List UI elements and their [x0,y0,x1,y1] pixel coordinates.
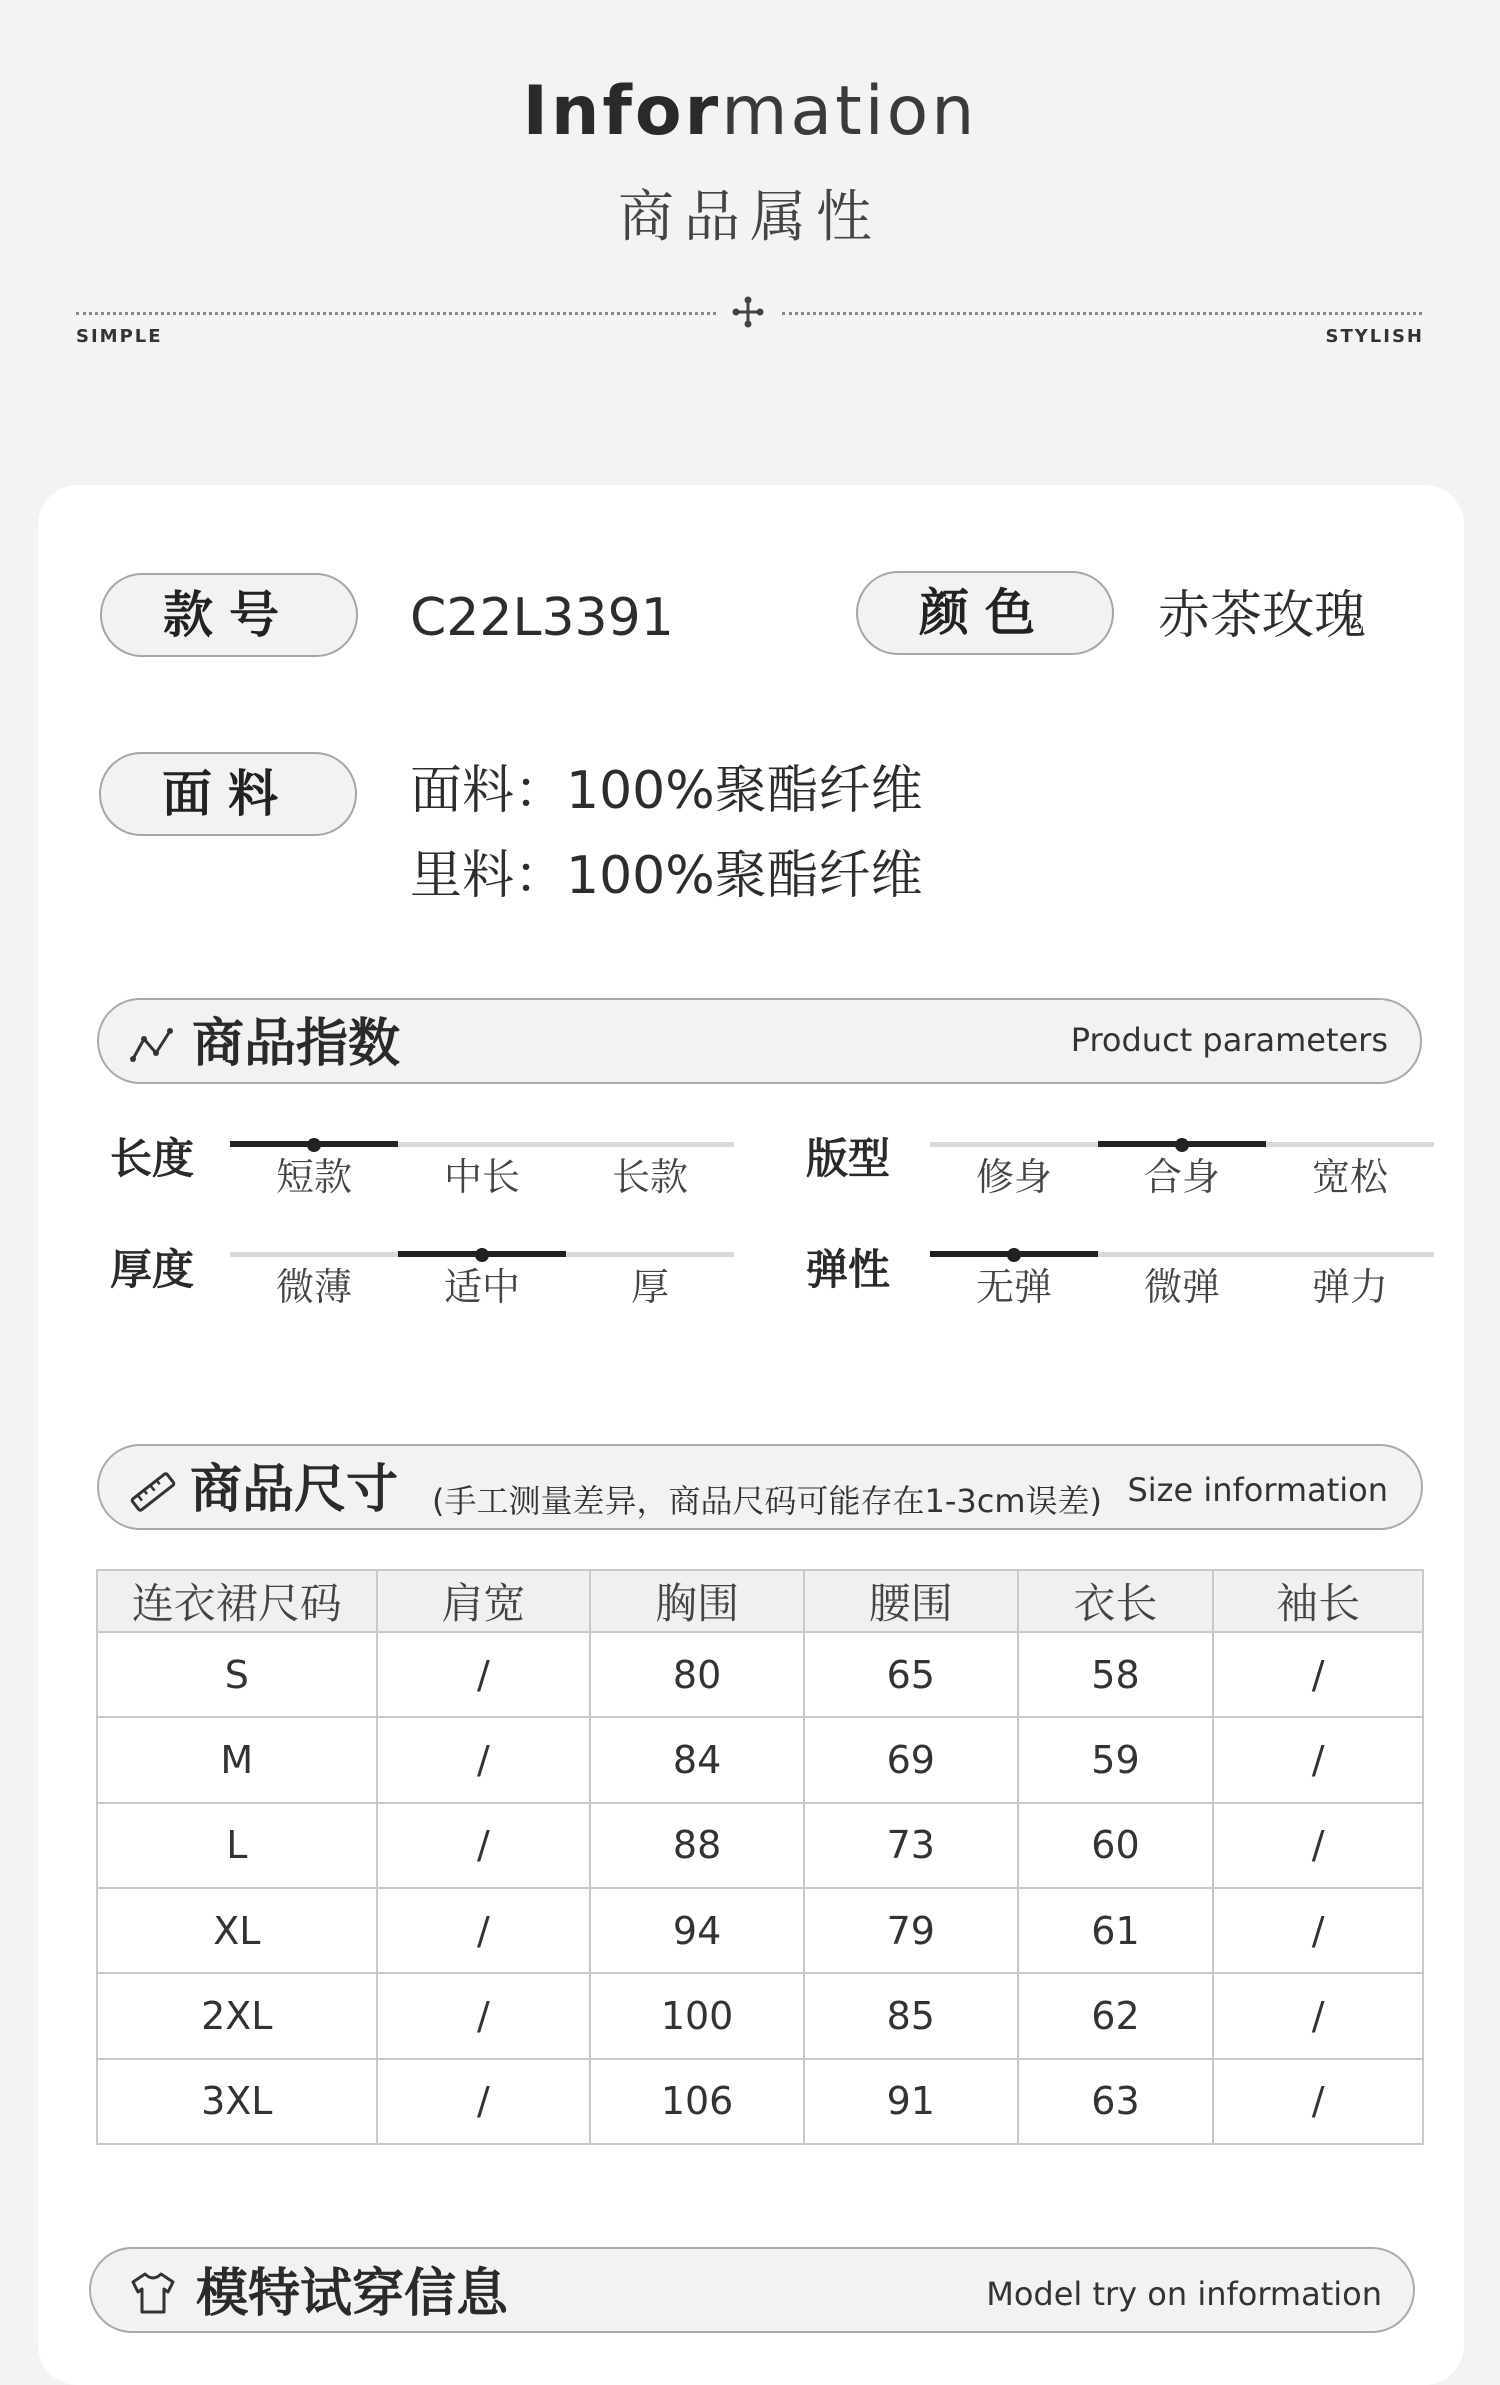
size-cell: 106 [590,2059,804,2144]
size-cell: 85 [804,1973,1018,2058]
param-selected-dot [307,1138,321,1152]
table-row [97,2059,1423,2144]
color-label: 颜色 [856,571,1114,655]
param-label-thickness: 厚度 [110,1245,195,1294]
param-option: 中长 [443,1155,520,1199]
size-cell: / [1213,1888,1423,1973]
table-row [97,1973,1423,2058]
param-option: 长款 [611,1155,688,1199]
param-label-length: 长度 [110,1134,195,1183]
ornament-icon [728,294,768,330]
param-option: 弹力 [1311,1265,1388,1309]
title-bold-part: Infor [522,72,722,151]
size-cell: 79 [804,1888,1018,1973]
size-cell: / [377,1803,591,1888]
size-cell: / [1213,1632,1423,1717]
param-option: 无弹 [975,1265,1052,1309]
param-option: 短款 [275,1155,352,1199]
size-cell: 69 [804,1717,1018,1802]
page-title [0,72,1500,151]
size-cell: 59 [1018,1717,1214,1802]
param-option: 合身 [1143,1155,1220,1199]
page-subtitle: 商品属性 [618,185,882,250]
size-column-header: 袖长 [1213,1570,1423,1632]
size-cell: 65 [804,1632,1018,1717]
size-table [96,1569,1424,2145]
param-label-elasticity: 弹性 [806,1245,891,1294]
color-value: 赤茶玫瑰 [1158,586,1367,646]
size-cell: 94 [590,1888,804,1973]
fabric-outer-value: 面料：100%聚酯纤维 [410,761,923,821]
param-option: 适中 [443,1265,520,1309]
size-cell: / [1213,1803,1423,1888]
size-title: 商品尺寸 [190,1460,399,1520]
param-option: 微弹 [1143,1265,1220,1309]
params-english: Product parameters [1070,1021,1388,1059]
size-cell: / [1213,2059,1423,2144]
size-cell: 61 [1018,1888,1214,1973]
size-note: (手工测量差异，商品尺码可能存在1-3cm误差) [432,1482,1103,1520]
size-column-header: 连衣裙尺码 [97,1570,377,1632]
size-cell: 91 [804,2059,1018,2144]
param-selected-dot [1175,1138,1189,1152]
size-cell: XL [97,1888,377,1973]
size-cell: / [377,1632,591,1717]
size-cell: 58 [1018,1632,1214,1717]
size-cell: / [377,1888,591,1973]
model-title: 模特试穿信息 [196,2264,509,2324]
param-option: 厚 [630,1265,669,1309]
size-cell: 60 [1018,1803,1214,1888]
title-thin-part: mation [721,72,978,151]
table-row [97,1717,1423,1802]
table-row [97,1803,1423,1888]
size-cell: S [97,1632,377,1717]
model-english: Model try on information [986,2275,1382,2313]
size-english: Size information [1127,1471,1388,1509]
trend-icon [130,1025,176,1065]
size-cell: 2XL [97,1973,377,2058]
stylish-tag: STYLISH [1325,326,1424,347]
style-number-value: C22L3391 [410,588,674,648]
table-row [97,1888,1423,1973]
size-cell: 84 [590,1717,804,1802]
param-option: 微薄 [275,1265,352,1309]
size-cell: 73 [804,1803,1018,1888]
param-option: 修身 [975,1155,1052,1199]
ruler-icon [128,1470,178,1514]
size-cell: 3XL [97,2059,377,2144]
fabric-lining-value: 里料：100%聚酯纤维 [410,846,923,906]
style-number-label: 款号 [100,573,358,657]
simple-tag: SIMPLE [76,326,163,347]
size-cell: / [377,2059,591,2144]
size-cell: 88 [590,1803,804,1888]
size-column-header: 胸围 [590,1570,804,1632]
size-column-header: 腰围 [804,1570,1018,1632]
table-row [97,1632,1423,1717]
size-column-header: 肩宽 [377,1570,591,1632]
size-column-header: 衣长 [1018,1570,1214,1632]
dotted-divider-left [76,312,716,315]
size-cell: / [1213,1717,1423,1802]
size-cell: L [97,1803,377,1888]
param-option: 宽松 [1311,1155,1388,1199]
size-cell: 62 [1018,1973,1214,2058]
size-cell: / [377,1717,591,1802]
size-cell: 100 [590,1973,804,2058]
param-selected-dot [1007,1248,1021,1262]
size-cell: 80 [590,1632,804,1717]
size-cell: M [97,1717,377,1802]
size-table-header [97,1570,1423,1632]
size-cell: / [377,1973,591,2058]
size-cell: 63 [1018,2059,1214,2144]
params-title: 商品指数 [192,1014,401,1074]
param-label-fit: 版型 [806,1134,891,1183]
fabric-label: 面料 [99,752,357,836]
dotted-divider-right [782,312,1422,315]
param-selected-dot [475,1248,489,1262]
size-cell: / [1213,1973,1423,2058]
shirt-icon [128,2270,178,2316]
